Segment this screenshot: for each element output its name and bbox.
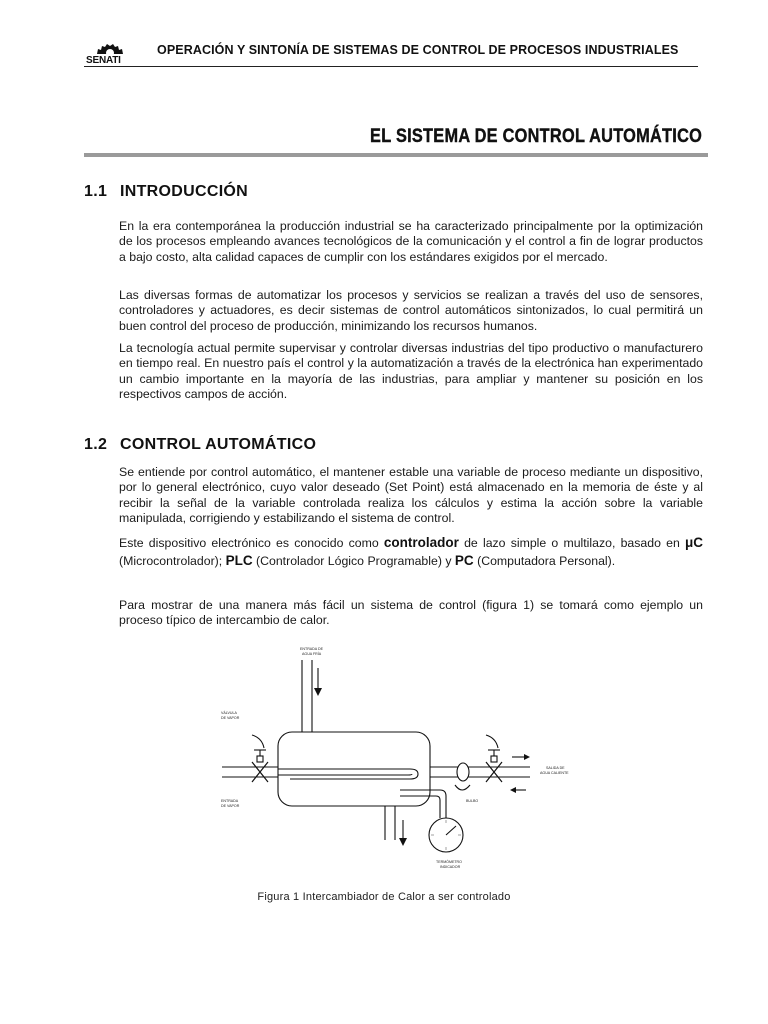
label-steam-valve: VÁLVULA bbox=[221, 711, 237, 715]
label-water-in: ENTRADA DE bbox=[300, 647, 323, 651]
svg-text:DE VAPOR: DE VAPOR bbox=[221, 716, 240, 720]
chapter-divider bbox=[84, 153, 708, 157]
paragraph: Las diversas formas de automatizar los procesos y servicios se realizan a través del uso de sensores, controladores y actuadores, es decir sistemas de control automáticos sintonizados, lo cual permitirá un buen control del proceso de producción, minimizando los recursos humanos. bbox=[119, 288, 703, 333]
label-bulb: BULBO bbox=[466, 799, 479, 803]
figure-caption: Figura 1 Intercambiador de Calor a ser controlado bbox=[257, 891, 511, 903]
paragraph: En la era contemporánea la producción industrial se ha caracterizado principalmente por la optimización de los procesos empleando avances tecnológicos de la comunicación y el control a fin de lograr productos a bajo costo, alta calidad capaces de cumplir con los estándares exigidos por el mercado. bbox=[119, 219, 703, 264]
section-title: INTRODUCCIÓN bbox=[120, 183, 249, 200]
logo-text: SENATI bbox=[86, 55, 121, 66]
label-hot-water-out: SALIDA DE bbox=[546, 766, 565, 770]
heat-exchanger-diagram bbox=[200, 640, 580, 880]
section-number: 1.1 bbox=[84, 183, 108, 200]
page-header bbox=[84, 40, 698, 67]
paragraph: Para mostrar de una manera más fácil un sistema de control (figura 1) se tomará como ejemplo un proceso típico de intercambio de calor. bbox=[119, 598, 703, 628]
term-controlador: controlador bbox=[383, 535, 459, 550]
section-heading-introduccion bbox=[84, 183, 248, 201]
paragraph: La tecnología actual permite supervisar y controlar diversas industrias del tipo productivo o manufacturero en tiempo real. En nuestro país el control y la automatización a través de la electrónica han experimentado un cambio importante en la mayoría de las industrias, para ampliar y mantener su posición en los respectivos campos de acción. bbox=[119, 341, 703, 402]
svg-text:AGUA FRÍA: AGUA FRÍA bbox=[302, 652, 322, 656]
svg-text:DE VAPOR: DE VAPOR bbox=[221, 804, 240, 808]
label-thermometer: TERMÓMETRO bbox=[436, 860, 462, 864]
section-heading-control-automatico bbox=[84, 436, 316, 454]
svg-text:INDICADOR: INDICADOR bbox=[440, 865, 461, 869]
header-title: OPERACIÓN Y SINTONÍA DE SISTEMAS DE CONTROL DE PROCESOS INDUSTRIALES bbox=[157, 43, 679, 57]
svg-text:AGUA CALIENTE: AGUA CALIENTE bbox=[540, 771, 569, 775]
term-plc: PLC bbox=[225, 553, 253, 568]
section-title: CONTROL AUTOMÁTICO bbox=[120, 436, 317, 453]
term-pc: PC bbox=[454, 553, 474, 568]
paragraph: Se entiende por control automático, el mantener estable una variable de proceso mediante un dispositivo, por lo general electrónico, cuyo valor deseado (Set Point) está almacenado en la memoria de éste y al recibir la señal de la variable controlada realiza los cálculos y estima la acción sobre la variable manipulada, corrigiendo y estabilizando el sistema de control. bbox=[119, 465, 703, 526]
term-uc: μC bbox=[684, 535, 703, 550]
section-number: 1.2 bbox=[84, 436, 108, 453]
paragraph-controller-types: Este dispositivo electrónico es conocido como controlador de lazo simple o multilazo, basado en μC (Microcontrolador); PLC (Controlador Lógico Programable) y PC (Computadora Personal). bbox=[119, 535, 703, 568]
chapter-title: EL SISTEMA DE CONTROL AUTOMÁTICO bbox=[369, 126, 702, 147]
label-steam-in: ENTRADA bbox=[221, 799, 239, 803]
